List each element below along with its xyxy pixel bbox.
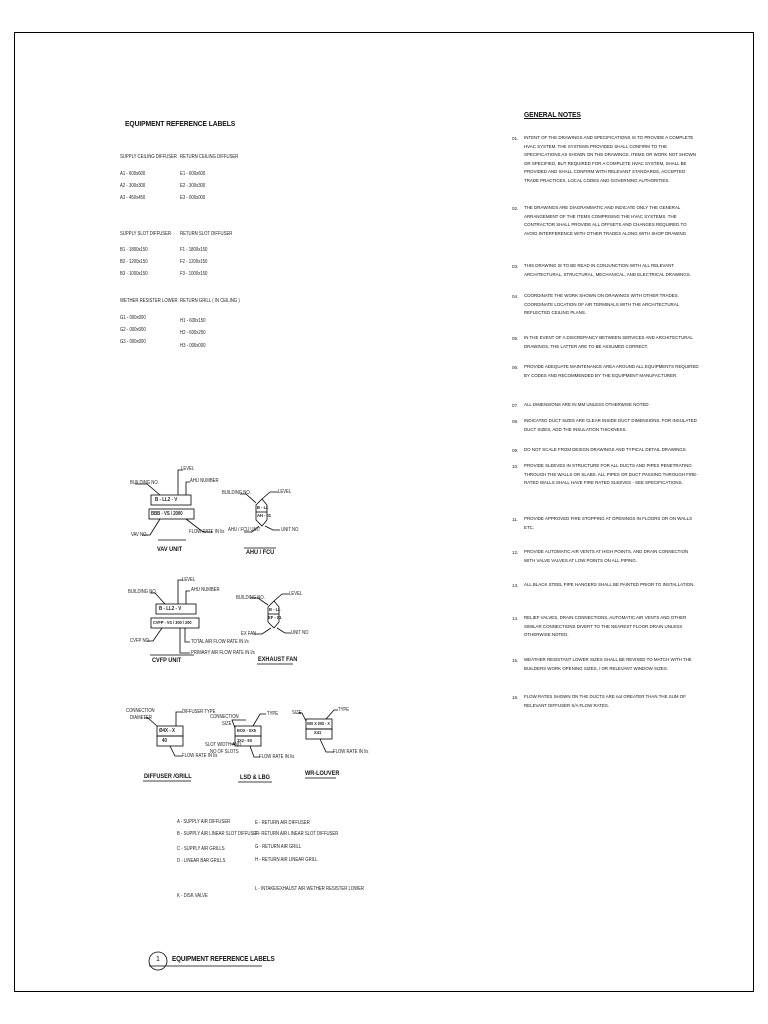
ahu-building-label: BUILDING NO. xyxy=(222,490,251,496)
list-item: E - RETURN AIR DIFFUSER xyxy=(255,820,310,826)
list-item: H - RETURN AIR LINEAR GRILL xyxy=(255,857,318,863)
group-right-heading: RETURN CEILING DIFFUSER xyxy=(180,154,239,160)
note-text: THIS DRAWING IS TO BE READ IN CONJUNCTION WITH ALL RELEVANT ARCHITECTURAL, STRUCTURAL, MECHANICAL, AND ELECTRICAL DRAWINGS. xyxy=(524,264,691,278)
cvfp-ahu-label: AHU NUMBER xyxy=(191,587,220,593)
list-item: E1 - 600x600 xyxy=(180,171,206,177)
ahu-box-top-text: B - LL xyxy=(257,506,269,511)
note-text: COORDINATE THE WORK SHOWN ON DRAWINGS WITH OTHER TRADES. COORDINATE LOCATION OF AIR TERMINALS WITH THE ARCHITECTURAL REFLECTED CEILING PLANS. xyxy=(524,294,679,317)
wr-louver-title: WR-LOUVER xyxy=(305,770,340,777)
vav-building-label: BUILDING NO. xyxy=(130,480,159,486)
list-item: H2 - 600x250 xyxy=(180,330,206,336)
note-number: 01. xyxy=(512,136,519,141)
note-text: PROVIDE AUTOMATIC AIR VENTS AT HIGH POINTS, AND DRAIN CONNECTION WITH VALVE VALVES AT LOW POINTS ON ALL PIPING. xyxy=(524,550,689,564)
diffuser-box-bottom-text: 40 xyxy=(162,738,168,744)
cvfp-total-flow-label: TOTAL AIR FLOW RATE IN l/s xyxy=(191,639,249,645)
list-item: L - INTAKE/EXHAUST AIR WETHER RESISTER LOWER xyxy=(255,886,365,892)
diffuser-connection-label: CONNECTION xyxy=(126,708,155,714)
group-left-heading: SUPPLY CEILING DIFFUSER xyxy=(120,154,178,160)
list-item: G3 - 000x000 xyxy=(120,339,146,345)
ahu-box-bottom-text: AH - 01 xyxy=(257,514,272,519)
lsd-box-bottom-text: 3X2 - 9X xyxy=(237,738,253,743)
equipment-labels-title: EQUIPMENT REFERENCE LABELS xyxy=(125,119,236,128)
general-notes-title: GENERAL NOTES xyxy=(524,110,581,119)
lsd-type-label: TYPE xyxy=(267,711,279,717)
ahu-hexagon xyxy=(256,499,267,526)
vav-box-bottom-text: BBB - VS / 2000 xyxy=(151,511,183,517)
list-item: H3 - 000x000 xyxy=(180,343,206,349)
reference-number: 1 xyxy=(156,956,160,963)
list-item: B1 - 1800x150 xyxy=(120,247,148,253)
note-text: INDICATED DUCT SIZES ARE CLEAR INSIDE DUCT DIMENSIONS. FOR INSULATED DUCT SIZES, ADD THE INSULATION THICKNESS. xyxy=(524,419,697,433)
diffuser-flow-label: FLOW RATE IN l/s xyxy=(182,753,218,759)
wr-box-top-text: 000 X 000 - X xyxy=(307,721,330,726)
note-number: 08. xyxy=(512,419,519,424)
ef-building-label: BUILDING NO. xyxy=(236,595,265,601)
note-text: PROVIDE ADEQUATE MAINTENANCE AREA AROUND ALL EQUIPMENTS REQUIRED BY CODES AND RECOMMENDED BY THE EQUIPMENT MANUFACTURER. xyxy=(524,365,699,379)
list-item: F - RETURN AIR LINEAR SLOT DIFFUSER xyxy=(255,831,339,837)
diffuser-diameter-label: DIAMETER xyxy=(130,715,152,721)
note-text: THE DRAWINGS ARE DIAGRAMMATIC AND INDICATE ONLY THE GENERAL ARRANGEMENT OF THE ITEMS COMPRISING THE HVAC SYSTEMS. THE CONTRACTOR SHALL PROVIDE ALL OFFSETS AND CHANGES REQUIRED TO AVOID INTERFERENCE WITH OTHER TRADES ALONG WITH SHOP DRAWING xyxy=(524,206,687,237)
lsd-connection-label: CONNECTION xyxy=(210,714,239,720)
vav-flow-label: FLOW RATE IN l/s xyxy=(189,529,225,535)
note-number: 09. xyxy=(512,448,519,453)
note-number: 06. xyxy=(512,365,519,370)
list-item: B - SUPPLY AIR LINEAR SLOT DIFFUSER xyxy=(177,831,260,837)
list-item: E2 - 300x300 xyxy=(180,183,206,189)
lsd-slot-count-label: NO OF SLOTS xyxy=(210,749,239,755)
group-right-heading: RETURN SLOT DIFFUSER xyxy=(180,231,233,237)
list-item: G2 - 000x000 xyxy=(120,327,146,333)
list-item: E3 - 000x000 xyxy=(180,195,206,201)
cvfp-level-label: LEVEL xyxy=(182,577,196,583)
footer-title: EQUIPMENT REFERENCE LABELS xyxy=(172,956,275,963)
ahu-unit-label: UNIT NO xyxy=(281,527,299,533)
note-number: 04. xyxy=(512,294,519,299)
note-number: 03. xyxy=(512,264,519,269)
wr-type-label: TYPE xyxy=(338,707,350,713)
list-item: G - RETURN AIR GRILL xyxy=(255,844,302,850)
note-number: 07. xyxy=(512,403,519,408)
list-item: F2 - 1200x150 xyxy=(180,259,208,265)
list-item: F1 - 1800x150 xyxy=(180,247,208,253)
note-text: RELIEF VALVES, DRAIN CONNECTIONS, AUTOMATIC AIR VENTS AND OTHER SIMILAR CONNECTIONS DIVERT TO THE NEAREST FLOOR DRAIN UNLESS OTHERWISE NOTED. xyxy=(524,616,687,639)
ef-box-top-text: B - LL xyxy=(269,608,281,613)
ahu-fcu-title: AHU / FCU xyxy=(246,549,275,556)
note-text: ALL BLACK STEEL PIPE HANGERS SHALL BE PAINTED PRIOR TO INSTALLATION. xyxy=(524,583,695,588)
cvfp-building-label: BUILDING NO. xyxy=(128,589,157,595)
ahu-type-label: AHU / FCU UNIT xyxy=(228,527,261,533)
list-item: H1 - 600x150 xyxy=(180,318,206,324)
list-item: B3 - 1000x150 xyxy=(120,271,148,277)
cvfp-unit-title: CVFP UNIT xyxy=(152,657,182,664)
note-text: ALL DIMENSIONS ARE IN MM UNLESS OTHERWISE NOTED xyxy=(524,403,649,408)
cvfp-box-top-text: B - LL2 - V xyxy=(159,606,182,612)
vav-unit-title: VAV UNIT xyxy=(157,546,183,553)
cvfp-primary-flow-label: PRIMARY AIR FLOW RATE IN l/s xyxy=(191,650,255,656)
list-item: B2 - 1200x150 xyxy=(120,259,148,265)
note-number: 10. xyxy=(512,464,519,469)
ef-level-label: LEVEL xyxy=(289,591,303,597)
note-text: IN THE EVENT OF A DISCREPANCY BETWEEN SERVICES AND ARCHITECTURAL DRAWINGS, THE LATTER ARE TO BE ASSUMED CORRECT. xyxy=(524,336,693,350)
wr-box-bottom-text: X41 xyxy=(314,731,322,736)
group-left-heading: WETHER RESISTER LOWER xyxy=(120,298,178,304)
note-number: 16. xyxy=(512,695,519,700)
exhaust-hexagon xyxy=(268,601,282,628)
note-text: PROVIDE APPROVED FIRE STOPPING AT OPENINGS IN FLOORS OR ON WALLS ETC. xyxy=(524,517,693,531)
list-item: F3 - 1000x150 xyxy=(180,271,208,277)
vav-ahu-label: AHU NUMBER xyxy=(190,478,219,484)
ef-type-label: EX FAN xyxy=(241,631,257,637)
cvfp-box-bottom-text: CVFP - VS / 300 / 200 xyxy=(153,620,192,625)
note-text: WEATHER RESISTANT LOWER SIZES SHALL BE REVISED TO MATCH WITH THE BUILDERS WORK OPENING SIZES, / OR RELEVANT WINDOW SIZES. xyxy=(524,658,692,672)
wr-flow-label: FLOW RATE IN l/s xyxy=(333,749,369,755)
group-left-heading: SUPPLY SLOT DIFFUSER xyxy=(120,231,172,237)
list-item: A - SUPPLY AIR DIFFUSER xyxy=(177,819,231,825)
lsd-box-top-text: BOX - 0X5 xyxy=(237,728,256,733)
ahu-level-label: LEVEL xyxy=(278,489,292,495)
wr-size-label: SIZE xyxy=(292,710,302,716)
cvfp-no-label: CVFP NO. xyxy=(130,638,151,644)
list-item: A2 - 300x300 xyxy=(120,183,146,189)
vav-level-label: LEVEL xyxy=(181,466,195,472)
note-text: DO NOT SCALE FROM DESIGN DRAWINGS AND TYPICAL DETAIL DRAWINGS. xyxy=(524,448,687,453)
note-number: 12. xyxy=(512,550,519,555)
list-item: C - SUPPLY AIR GRILLS xyxy=(177,846,225,852)
ef-unit-label: UNIT NO xyxy=(291,630,309,636)
diffuser-box-bottom xyxy=(157,736,183,746)
note-number: 05. xyxy=(512,336,519,341)
list-item: D - LINEAR BAR GRILLS xyxy=(177,858,226,864)
list-item: A1 - 600x600 xyxy=(120,171,146,177)
lsd-lbg-title: LSD & LBG xyxy=(240,774,271,781)
note-number: 15. xyxy=(512,658,519,663)
note-text: FLOW RATES SHOWN ON THE DUCTS ARE not GREATER THAN THE SUM OF RELEVANT DIFFUSER S/A FLOW RATES. xyxy=(524,695,686,709)
list-item: K - DISK VALVE xyxy=(177,893,208,899)
vav-box-top-text: B - LL2 - V xyxy=(155,497,178,503)
list-item: G1 - 000x000 xyxy=(120,315,146,321)
vav-no-label: VAV NO. xyxy=(131,532,148,538)
lsd-slot-label: SLOT WIDTH AND xyxy=(205,742,242,748)
note-number: 02. xyxy=(512,206,519,211)
group-right-heading: RETURN GRILL ( IN CEILING ) xyxy=(180,298,240,304)
note-text: PROVIDE SLEEVES IN STRUCTURE FOR ALL DUCTS AND PIPES PENETRATING THROUGH THE WALLS OR SLABS. ALL PIPES OR DUCT PASSING THROUGH FIRE-RATED WALLS SHALL HAVE FIRE RATED SLEEVES - SEE SPECIFICATIONS. xyxy=(524,464,698,487)
diffuser-type-label: DIFFUSER TYPE xyxy=(182,709,216,715)
note-text: INTENT OF THE DRAWINGS AND SPECIFICATIONS IS TO PROVIDE A COMPLETE HVAC SYSTEM. THE SYSTEMS PROVIDED SHALL CONFIRM TO THE SPECIFICATIONS AS SHOWN ON THE DRAWINGS. ITEMS OR WORK NOT SHOWN OR SPECIFIED, BUT REQUIRED FOR A COMPLETE HVAC SYSTEM, SHALL BE PROVIDED AND SHALL CONFIRM WITH RELEVANT STANDARDS, ACCEPTED TRADE PRACTICES, LOCAL CODES AND GOVERNING AUTHORITIES. xyxy=(524,136,696,184)
lsd-size-label: SIZE xyxy=(222,721,232,727)
exhaust-fan-title: EXHAUST FAN xyxy=(258,656,298,663)
note-number: 14. xyxy=(512,616,519,621)
list-item: A3 - 450x450 xyxy=(120,195,146,201)
note-number: 13. xyxy=(512,583,519,588)
note-number: 11. xyxy=(512,517,519,522)
lsd-flow-label: FLOW RATE IN l/s xyxy=(259,754,295,760)
ef-box-bottom-text: EF - 01 xyxy=(268,616,282,621)
diffuser-box-top-text: Ø4X - X xyxy=(159,728,176,734)
diffuser-grill-title: DIFFUSER /GRILL xyxy=(144,773,192,780)
